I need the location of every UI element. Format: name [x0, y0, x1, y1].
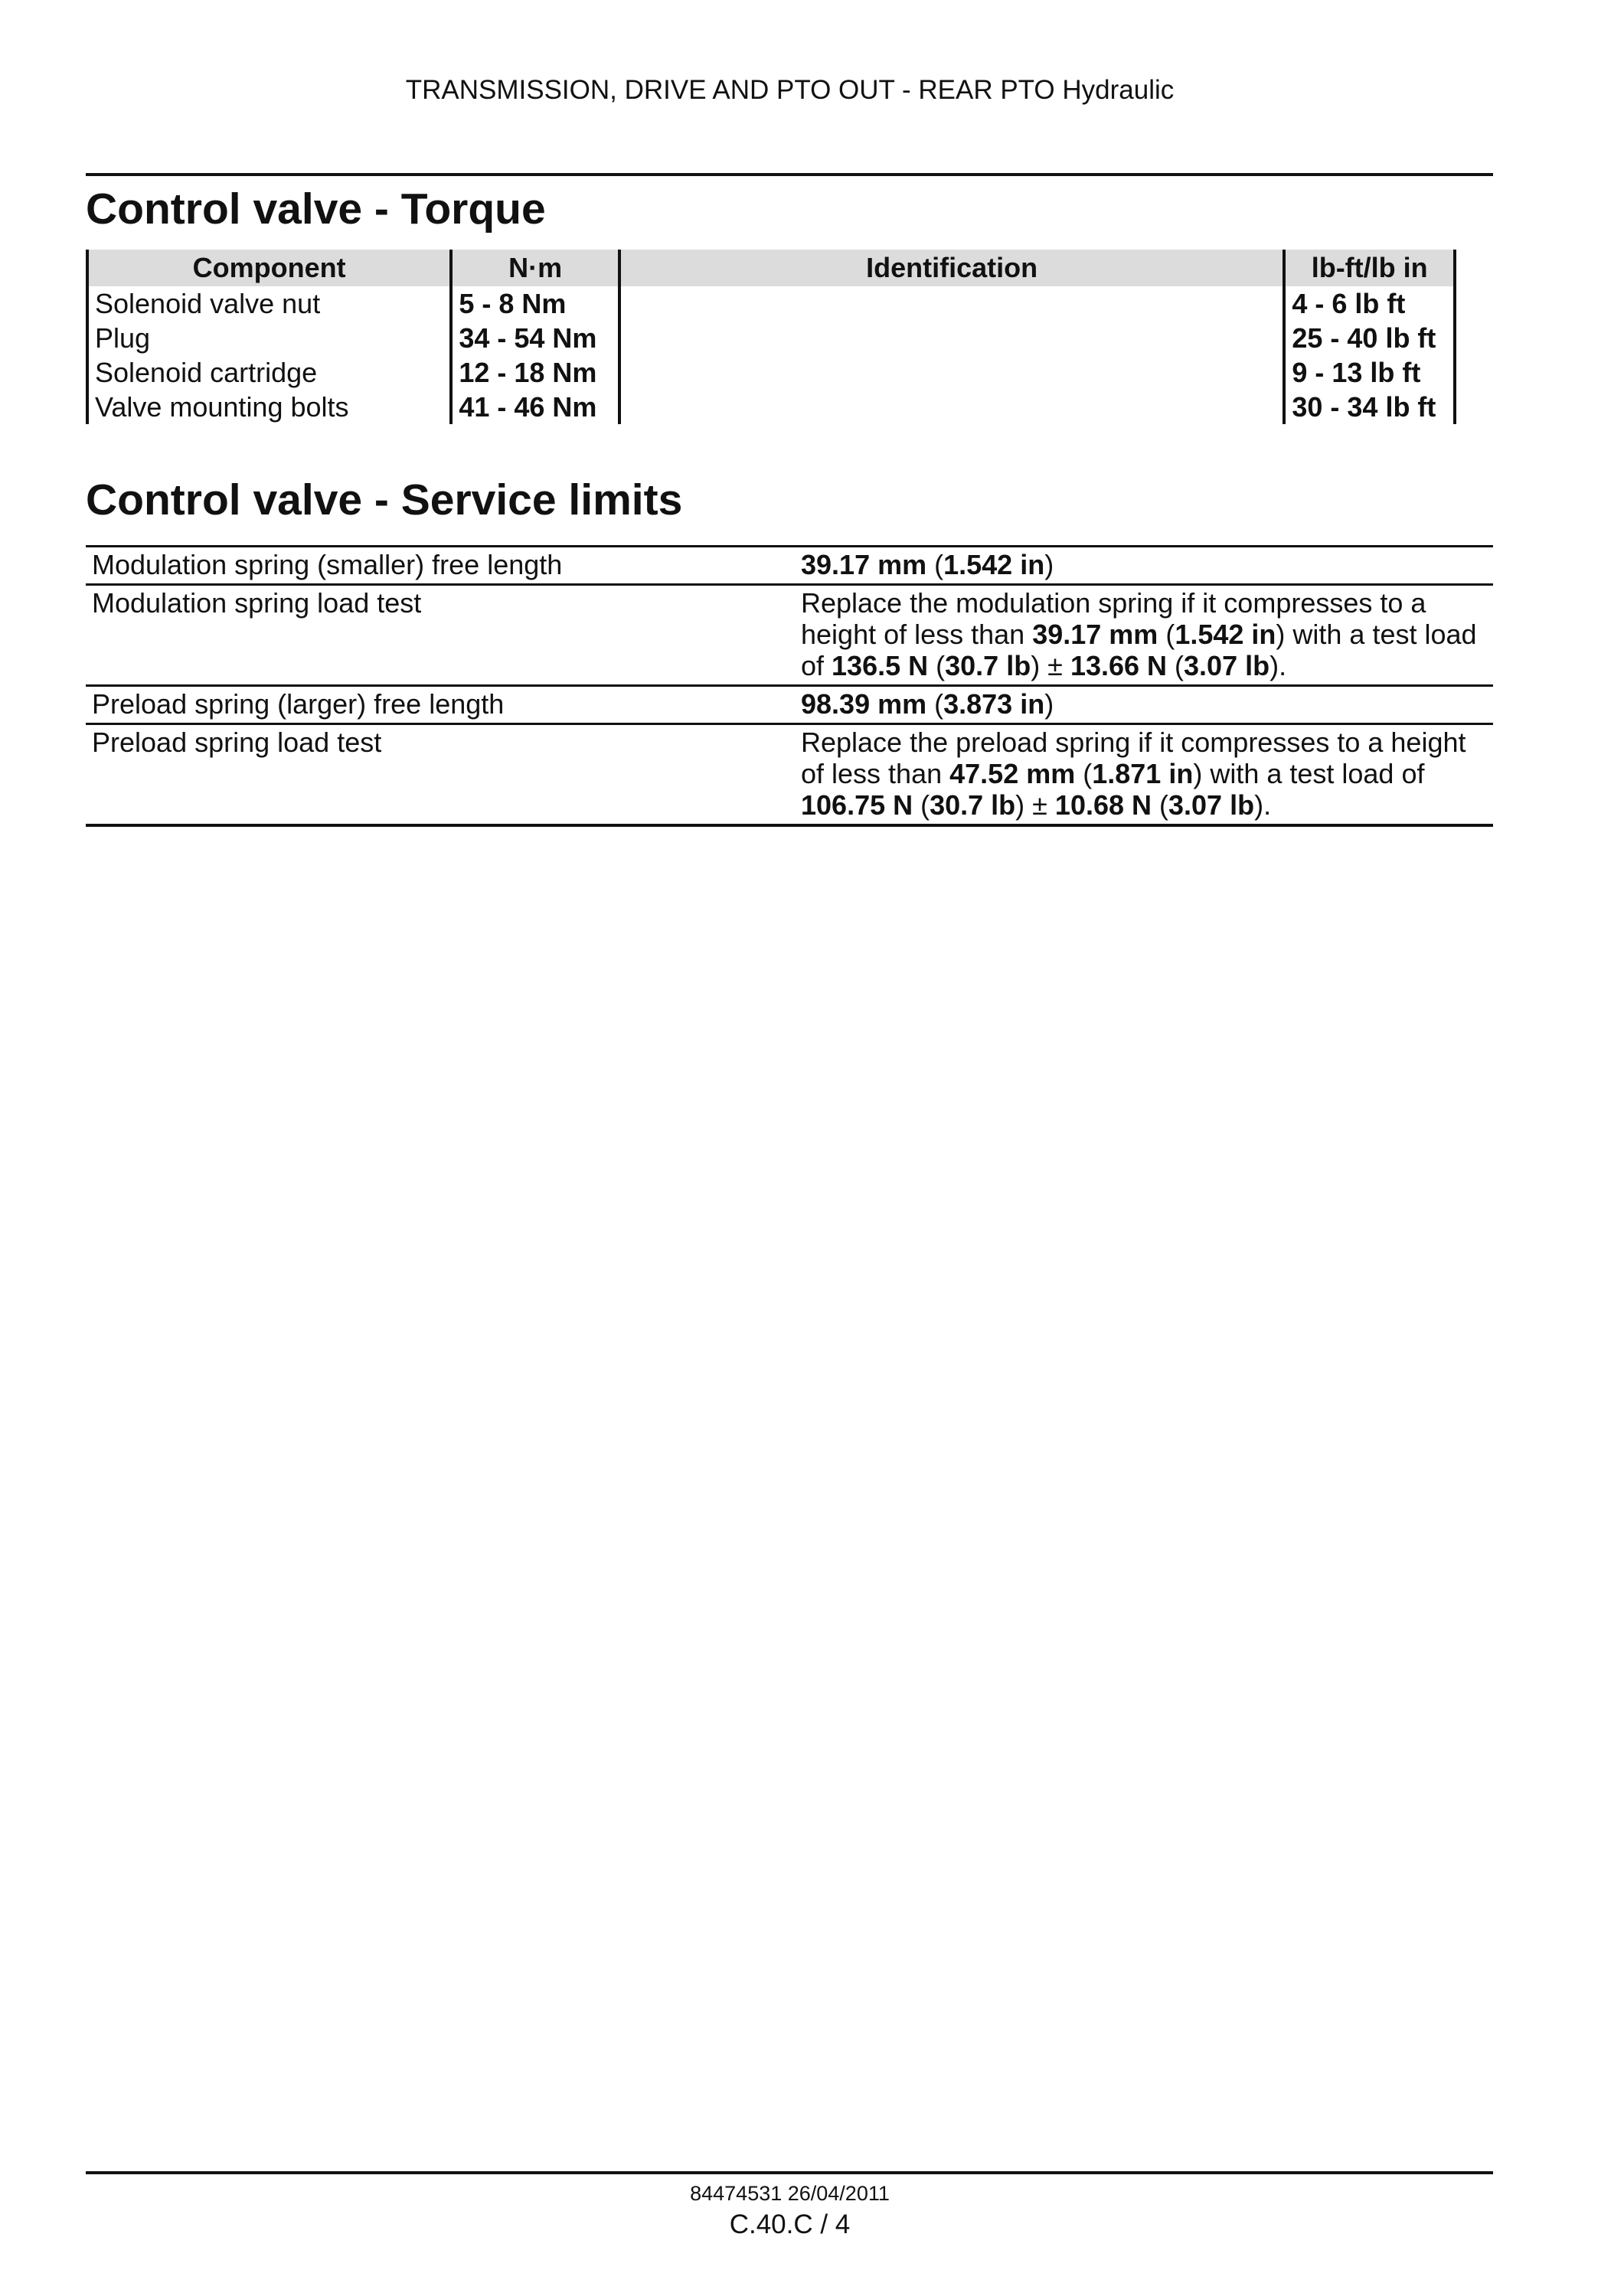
- value-text: (: [926, 549, 944, 580]
- identification-cell: [619, 390, 1284, 424]
- bold-value-text: 1.542 in: [943, 549, 1045, 580]
- bold-value-text: 39.17 mm: [801, 549, 927, 580]
- value-text: (: [926, 688, 944, 720]
- value-text: (: [913, 789, 930, 821]
- column-header-component: Component: [87, 250, 451, 286]
- table-header-row: [87, 250, 1455, 286]
- lbft-cell: 30 - 34 lb ft: [1284, 390, 1455, 424]
- limit-value: [795, 724, 1493, 826]
- table-row: [86, 686, 1493, 724]
- component-cell: Valve mounting bolts: [87, 390, 451, 424]
- limit-value: [795, 686, 1493, 724]
- bold-value-text: 30.7 lb: [945, 650, 1031, 681]
- footer-doc-reference: 84474531 26/04/2011: [690, 2182, 890, 2205]
- identification-cell: [619, 321, 1284, 355]
- table-row: [87, 390, 1455, 424]
- bold-value-text: 47.52 mm: [949, 758, 1076, 789]
- identification-cell: [619, 355, 1284, 390]
- bold-value-text: 3.873 in: [943, 688, 1045, 720]
- component-cell: Solenoid cartridge: [87, 355, 451, 390]
- limit-value: [795, 547, 1493, 585]
- table-row: [87, 355, 1455, 390]
- value-text: ): [1044, 549, 1054, 580]
- column-header-identification: Identification: [619, 250, 1284, 286]
- table-row: [86, 547, 1493, 585]
- table-row: [86, 724, 1493, 826]
- service-limits-section: [86, 475, 1493, 821]
- value-text: ) with a test load of: [801, 619, 1477, 681]
- torque-title: Control valve - Torque: [86, 185, 546, 234]
- bold-value-text: 98.39 mm: [801, 688, 927, 720]
- value-text: ) with a test load of: [1193, 758, 1425, 789]
- nm-cell: 41 - 46 Nm: [451, 390, 619, 424]
- value-text: ): [1044, 688, 1054, 720]
- column-header-nm: N·m: [451, 250, 619, 286]
- component-cell: Plug: [87, 321, 451, 355]
- bold-value-text: 39.17 mm: [1032, 619, 1158, 650]
- limit-label: Preload spring load test: [92, 727, 382, 758]
- nm-cell: 34 - 54 Nm: [451, 321, 619, 355]
- value-text: Replace the preload spring if it compresses to a height of less than: [801, 727, 1466, 789]
- service-limits-table: [86, 545, 1493, 827]
- limit-label: Modulation spring load test: [92, 587, 422, 619]
- value-text: (: [1152, 789, 1169, 821]
- lbft-cell: 9 - 13 lb ft: [1284, 355, 1455, 390]
- value-text: ) ±: [1015, 789, 1055, 821]
- bold-value-text: 13.66 N: [1070, 650, 1168, 681]
- value-text: ).: [1254, 789, 1272, 821]
- torque-table: [86, 250, 1456, 424]
- page-header: TRANSMISSION, DRIVE AND PTO OUT - REAR PTO Hydraulic: [405, 75, 1175, 105]
- limit-label: Modulation spring (smaller) free length: [92, 549, 563, 580]
- bold-value-text: 3.07 lb: [1184, 650, 1270, 681]
- service-limits-title: Control valve - Service limits: [86, 475, 683, 524]
- torque-section: [86, 173, 1493, 423]
- lbft-cell: 4 - 6 lb ft: [1284, 286, 1455, 321]
- table-row: [87, 321, 1455, 355]
- section-rule: [86, 173, 1493, 176]
- bold-value-text: 1.542 in: [1175, 619, 1276, 650]
- bold-value-text: 10.68 N: [1054, 789, 1152, 821]
- bold-value-text: 106.75 N: [801, 789, 913, 821]
- table-row: [87, 286, 1455, 321]
- limit-value: [795, 585, 1493, 686]
- bold-value-text: 30.7 lb: [930, 789, 1016, 821]
- value-text: (: [1158, 619, 1175, 650]
- component-cell: Solenoid valve nut: [87, 286, 451, 321]
- identification-cell: [619, 286, 1284, 321]
- value-text: ) ±: [1031, 650, 1070, 681]
- value-text: (: [1167, 650, 1185, 681]
- value-text: Replace the modulation spring if it compresses to a height of less than: [801, 587, 1426, 650]
- bold-value-text: 1.871 in: [1092, 758, 1194, 789]
- limit-label: Preload spring (larger) free length: [92, 688, 505, 720]
- lbft-cell: 25 - 40 lb ft: [1284, 321, 1455, 355]
- bold-value-text: 3.07 lb: [1168, 789, 1255, 821]
- nm-cell: 5 - 8 Nm: [451, 286, 619, 321]
- bold-value-text: 136.5 N: [832, 650, 929, 681]
- table-row: [86, 585, 1493, 686]
- value-text: (: [928, 650, 946, 681]
- nm-cell: 12 - 18 Nm: [451, 355, 619, 390]
- footer-rule: [86, 2171, 1493, 2174]
- value-text: (: [1075, 758, 1093, 789]
- column-header-lbft: lb-ft/lb in: [1284, 250, 1455, 286]
- footer-page-number: C.40.C / 4: [729, 2209, 851, 2239]
- value-text: ).: [1269, 650, 1287, 681]
